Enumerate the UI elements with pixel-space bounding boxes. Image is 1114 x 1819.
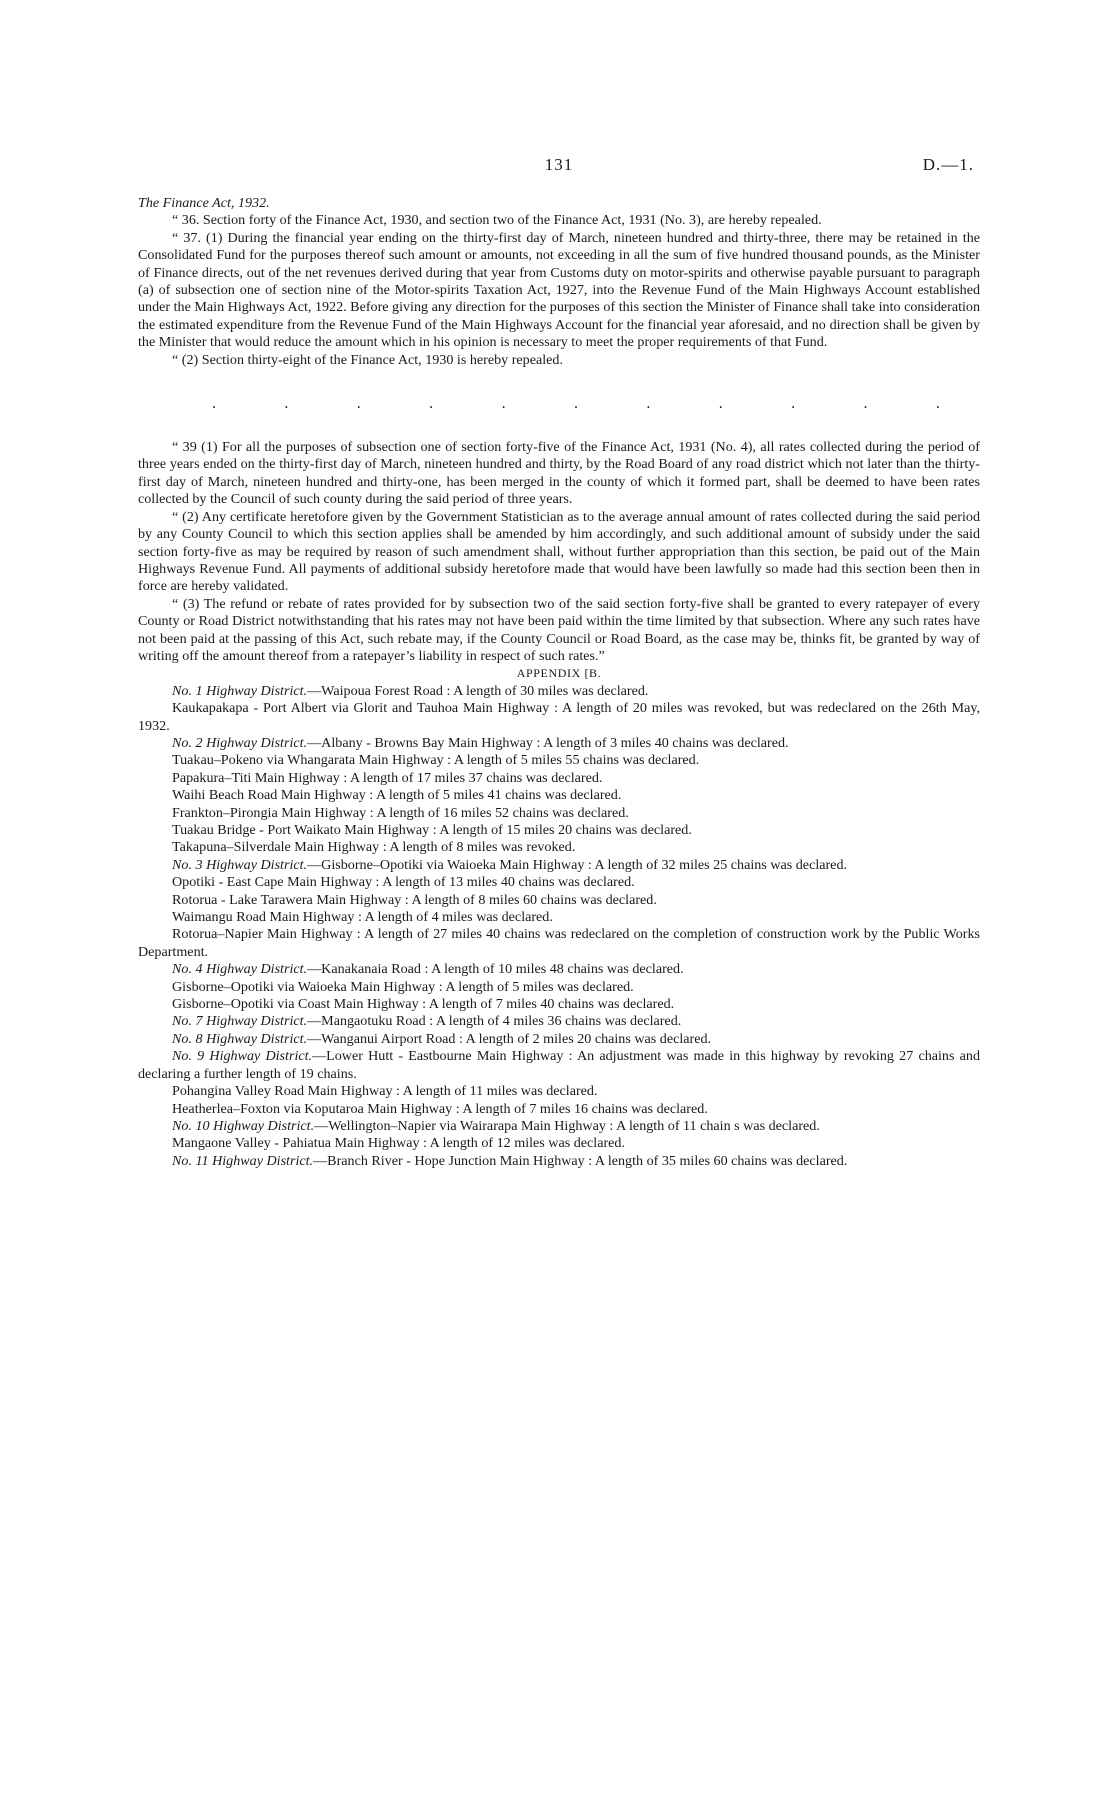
highway-entry-text: Waihi Beach Road Main Highway : A length of 5 miles 41 chains was declared.: [172, 787, 622, 804]
ellipsis-dot: .: [501, 395, 506, 413]
ellipsis-dot: .: [718, 395, 723, 413]
appendix-entry: [138, 1153, 980, 1170]
ellipsis-dot: .: [863, 395, 868, 413]
appendix-entry: [138, 1101, 980, 1118]
appendix-entry: [138, 1048, 980, 1083]
highway-entry-text: —Waipoua Forest Road : A length of 30 miles was declared.: [307, 682, 649, 699]
highway-district-label: No. 10 Highway District.: [172, 1117, 315, 1134]
highway-entry-text: Rotorua–Napier Main Highway : A length of 27 miles 40 chains was redeclared on the completion of construction work by the Public Works Department.: [138, 926, 980, 960]
highway-entry-text: Kaukapakapa - Port Albert via Glorit and Tauhoa Main Highway : A length of 20 miles was revoked, but was redeclared on the 26th May, 1932.: [138, 700, 980, 734]
appendix-entry: [138, 926, 980, 961]
appendix-entry: [138, 1118, 980, 1135]
appendix-list: [138, 683, 980, 1170]
highway-entry-text: Takapuna–Silverdale Main Highway : A length of 8 miles was revoked.: [172, 839, 576, 856]
ellipsis-dot: .: [284, 395, 289, 413]
highway-district-label: No. 2 Highway District.: [172, 734, 308, 751]
highway-district-label: No. 7 Highway District.: [172, 1013, 308, 1030]
page-reference: D.—1.: [922, 155, 974, 174]
highway-district-label: No. 3 Highway District.: [172, 856, 308, 873]
appendix-entry: [138, 857, 980, 874]
appendix-entry: [138, 752, 980, 769]
appendix-entry: [138, 979, 980, 996]
highway-district-label: No. 4 Highway District.: [172, 961, 308, 978]
appendix-entry: [138, 822, 980, 839]
section-paragraph: “ 37. (1) During the financial year ending on the thirty-first day of March, nineteen hundred and thirty-three, there may be retained in the Consolidated Fund for the purposes thereof such amount or amounts, not exceeding in all the sum of five hundred thousand pounds, as the Minister of Finance directs, out of the net revenues derived during that year from Customs duty on motor-spirits and otherwise payable pursuant to paragraph (a) of subsection one of section nine of the Motor-spirits Taxation Act, 1927, into the Revenue Fund of the Main Highways Account established under the Main Highways Act, 1922. Before giving any direction for the purposes of this section the Minister of Finance shall take into consideration the estimated expenditure from the Revenue Fund of the Main Highways Account for the financial year aforesaid, and no direction shall be given by the Minister that would reduce the amount which in his opinion is necessary to meet the proper requirements of that Fund.: [138, 229, 980, 351]
section-paragraph: “ (3) The refund or rebate of rates provided for by subsection two of the said section forty-five shall be granted to every ratepayer of every County or Road District notwithstanding that his rates may not have been paid within the time limited by that subsection. Where any such rates have not been paid at the passing of this Act, such rebate may, if the County Council or Road Board, as the case may be, thinks fit, be granted by way of writing off the amount thereof from a ratepayer’s liability in respect of such rates.”: [138, 595, 980, 664]
appendix-entry: [138, 1083, 980, 1100]
highway-entry-text: —Albany - Browns Bay Main Highway : A length of 3 miles 40 chains was declared.: [307, 734, 789, 751]
appendix-entry: [138, 787, 980, 804]
highway-entry-text: —Wellington–Napier via Wairarapa Main Highway : A length of 11 chain s was declared.: [314, 1117, 820, 1134]
highway-entry-text: —Lower Hutt - Eastbourne Main Highway : An adjustment was made in this highway by revoking 27 chains and declaring a further length of 19 chains.: [138, 1048, 980, 1082]
appendix-entry: [138, 909, 980, 926]
highway-entry-text: —Branch River - Hope Junction Main Highway : A length of 35 miles 60 chains was declared.: [313, 1152, 848, 1169]
highway-entry-text: —Gisborne–Opotiki via Waioeka Main Highway : A length of 32 miles 25 chains was declared.: [307, 856, 848, 873]
highway-entry-text: Frankton–Pirongia Main Highway : A length of 16 miles 52 chains was declared.: [172, 804, 629, 821]
highway-entry-text: Gisborne–Opotiki via Coast Main Highway : A length of 7 miles 40 chains was declared.: [172, 996, 675, 1013]
highway-entry-text: Opotiki - East Cape Main Highway : A length of 13 miles 40 chains was declared.: [172, 874, 635, 891]
highway-entry-text: Rotorua - Lake Tarawera Main Highway : A length of 8 miles 60 chains was declared.: [172, 891, 657, 908]
appendix-entry: [138, 683, 980, 700]
appendix-entry: [138, 874, 980, 891]
appendix-entry: [138, 770, 980, 787]
ellipsis-separator: [138, 395, 980, 413]
highway-entry-text: Tuakau Bridge - Port Waikato Main Highway : A length of 15 miles 20 chains was declared.: [172, 822, 692, 838]
highway-entry-text: Mangaone Valley - Pahiatua Main Highway : A length of 12 miles was declared.: [172, 1135, 625, 1152]
highway-entry-text: —Mangaotuku Road : A length of 4 miles 36 chains was declared.: [307, 1013, 682, 1030]
appendix-heading: APPENDIX [B.: [516, 666, 602, 681]
highway-entry-text: Waimangu Road Main Highway : A length of 4 miles was declared.: [172, 909, 553, 926]
highway-district-label: No. 1 Highway District.: [172, 682, 308, 699]
ellipsis-dot: .: [646, 395, 651, 413]
section-paragraph: “ 36. Section forty of the Finance Act, 1930, and section two of the Finance Act, 1931 (No. 3), are hereby repealed.: [172, 212, 822, 229]
appendix-entry: [138, 805, 980, 822]
appendix-entry: [138, 839, 980, 856]
highway-entry-text: —Wanganui Airport Road : A length of 2 miles 20 chains was declared.: [307, 1030, 712, 1047]
ellipsis-dot: .: [935, 395, 940, 413]
appendix-entry: [138, 1135, 980, 1152]
section-paragraph: “ (2) Section thirty-eight of the Finance Act, 1930 is hereby repealed.: [172, 351, 563, 368]
highway-entry-text: Papakura–Titi Main Highway : A length of 17 miles 37 chains was declared.: [172, 769, 603, 786]
appendix-entry: [138, 996, 980, 1013]
act-title: The Finance Act, 1932.: [138, 195, 270, 211]
appendix-entry: [138, 961, 980, 978]
highway-entry-text: Pohangina Valley Road Main Highway : A length of 11 miles was declared.: [172, 1083, 598, 1100]
section-paragraph: “ 39 (1) For all the purposes of subsection one of section forty-five of the Finance Act, 1931 (No. 4), all rates collected during the period of three years ended on the thirty-first day of March, nineteen hundred and thirty, by the Road Board of any road district which not later than the thirty-first day of March, nineteen hundred and thirty-one, has been merged in the county of which it formed part, shall be deemed to have been rates collected by the Council of such county during the said period of three years.: [138, 439, 980, 508]
highway-entry-text: Heatherlea–Foxton via Koputaroa Main Highway : A length of 7 miles 16 chains was declared.: [172, 1100, 708, 1117]
appendix-entry: [138, 1013, 980, 1030]
highway-district-label: No. 8 Highway District.: [172, 1030, 308, 1047]
appendix-entry: [138, 1031, 980, 1048]
highway-entry-text: Tuakau–Pokeno via Whangarata Main Highway : A length of 5 miles 55 chains was declared.: [172, 752, 700, 769]
ellipsis-dot: .: [429, 395, 434, 413]
ellipsis-dot: .: [356, 395, 361, 413]
ellipsis-dot: .: [573, 395, 578, 413]
appendix-entry: [138, 892, 980, 909]
page-header: [138, 155, 980, 177]
section-paragraph: “ (2) Any certificate heretofore given by the Government Statistician as to the average annual amount of rates collected during the said period by any County Council to which this section applies shall be amended by him accordingly, and such additional amount of subsidy under the said section forty-five as may be required by reason of such amendment shall, without further appropriation than this section, be paid out of the Main Highways Revenue Fund. All payments of additional subsidy heretofore made that would have been lawfully so made had this section been then in force are hereby validated.: [138, 508, 980, 595]
highway-district-label: No. 9 Highway District.: [172, 1048, 313, 1065]
ellipsis-dot: .: [212, 395, 216, 413]
highway-entry-text: Gisborne–Opotiki via Waioeka Main Highway : A length of 5 miles was declared.: [172, 978, 634, 995]
ellipsis-dot: .: [791, 395, 796, 413]
act-sections-continued: [138, 439, 980, 665]
highway-district-label: No. 11 Highway District.: [172, 1152, 314, 1169]
act-sections: [138, 212, 980, 369]
highway-entry-text: —Kanakanaia Road : A length of 10 miles 48 chains was declared.: [307, 961, 684, 978]
appendix-entry: [138, 700, 980, 735]
document-body: [138, 195, 980, 1170]
page-number: 131: [544, 155, 574, 174]
appendix-entry: [138, 735, 980, 752]
